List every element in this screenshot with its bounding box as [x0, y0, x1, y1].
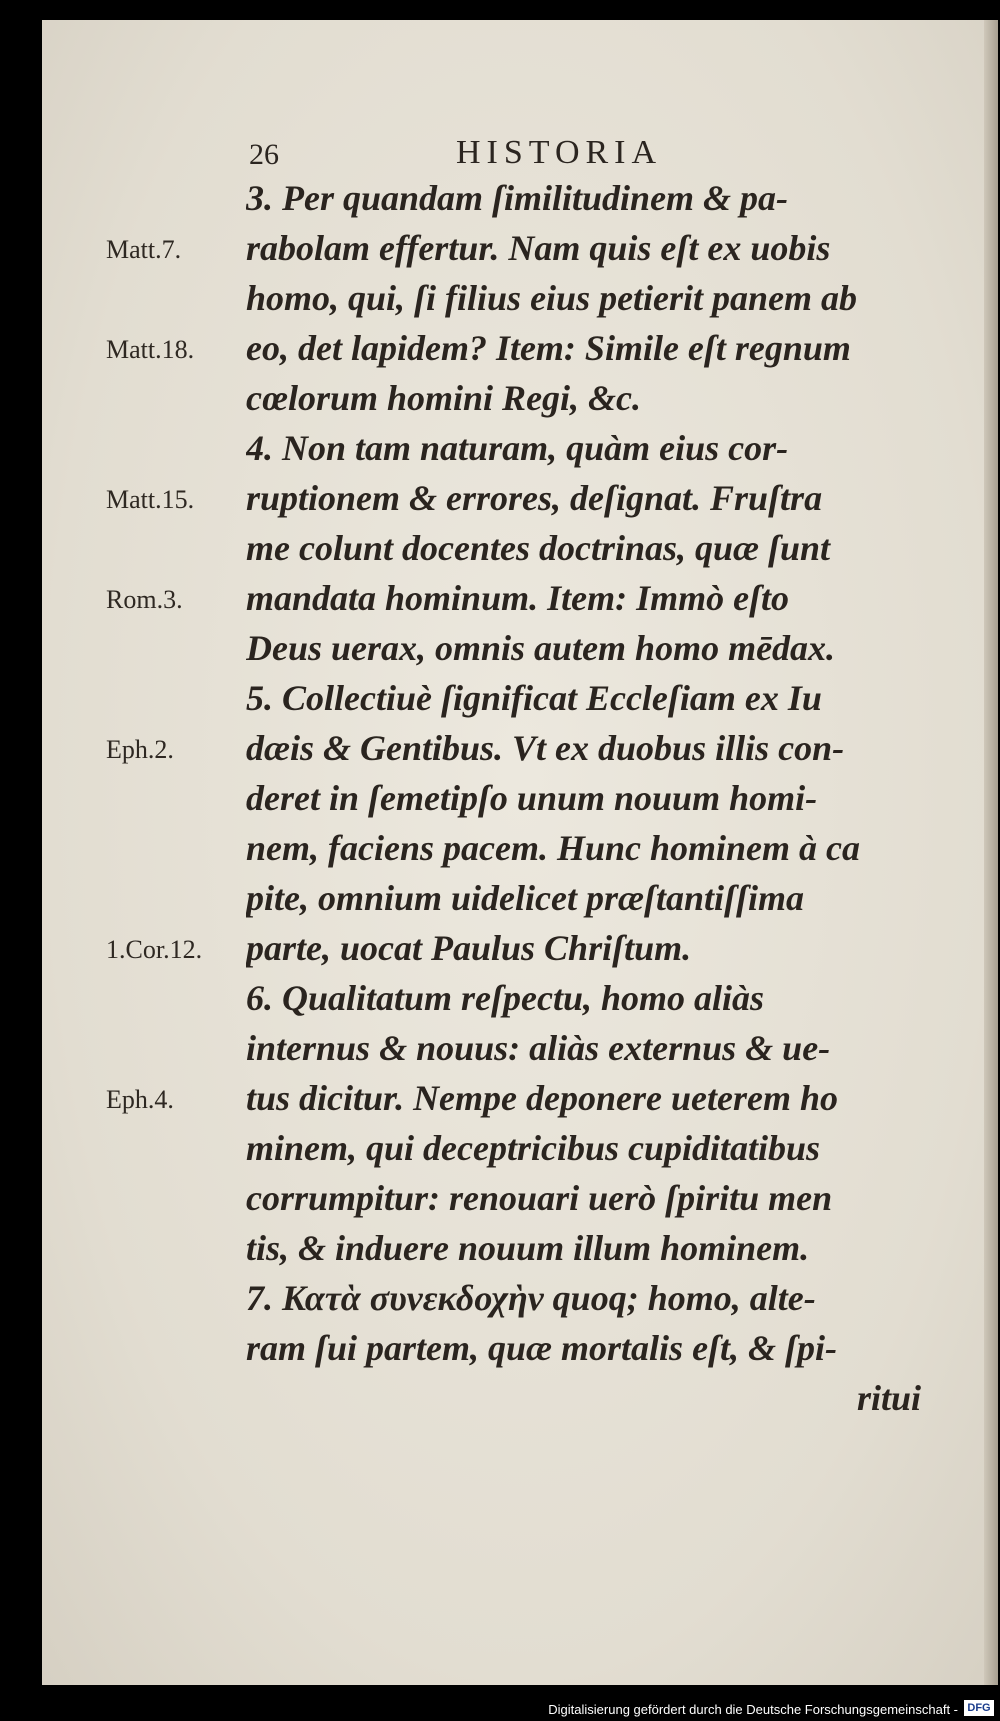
- marginal-note: Eph.4.: [106, 1085, 174, 1114]
- text-line: tus dicitur. Nempe deponere ueterem ho: [246, 1078, 838, 1118]
- running-head: [42, 134, 998, 178]
- text-line: cœlorum homini Regi, &c.: [246, 378, 642, 418]
- marginal-note: Eph.2.: [106, 735, 174, 764]
- text-line: tis, & induere nouum illum hominem.: [246, 1228, 810, 1268]
- text-line: internus & nouus: aliàs externus & ue-: [246, 1028, 831, 1068]
- marginal-note: Rom.3.: [106, 585, 183, 614]
- page-number: 26: [249, 138, 279, 171]
- text-line: parte, uocat Paulus Chriſtum.: [246, 928, 692, 968]
- marginal-note: Matt.7.: [106, 235, 182, 264]
- text-line: nem, faciens pacem. Hunc hominem à ca: [246, 828, 860, 868]
- text-line: mandata hominum. Item: Immò eſto: [246, 578, 790, 618]
- text-line: 4. Non tam naturam, quàm eius cor-: [246, 428, 789, 468]
- text-line: corrumpitur: renouari uerò ſpiritu men: [246, 1178, 833, 1218]
- text-line: eo, det lapidem? Item: Simile eſt regnum: [246, 328, 851, 368]
- marginal-note: Matt.15.: [106, 485, 195, 514]
- text-line: 6. Qualitatum reſpectu, homo aliàs: [246, 978, 765, 1018]
- text-line: homo, qui, ſi filius eius petierit panem ab: [246, 278, 858, 318]
- footer-bar: [0, 1690, 1000, 1721]
- text-line: 7. Κατὰ συνεκδοχὴν quoq; homo, alte-: [246, 1278, 816, 1318]
- page-edge: [984, 20, 998, 1685]
- marginal-note: 1.Cor.12.: [106, 935, 203, 964]
- header-title: HISTORIA: [456, 134, 663, 171]
- text-line: pite, omnium uidelicet præſtantiſſima: [246, 878, 804, 918]
- text-line: rabolam effertur. Nam quis eſt ex uobis: [246, 228, 831, 268]
- text-line: ram ſui partem, quæ mortalis eſt, & ſpi-: [246, 1328, 838, 1368]
- marginal-note: Matt.18.: [106, 335, 195, 364]
- digitization-credit: Digitalisierung gefördert durch die Deutsche Forschungsgemeinschaft -: [548, 1702, 958, 1717]
- catchword: ritui: [857, 1378, 922, 1418]
- text-line: 5. Collectiuè ſignificat Eccleſiam ex Iu: [246, 678, 822, 718]
- text-line: minem, qui deceptricibus cupiditatibus: [246, 1128, 821, 1168]
- text-line: Deus uerax, omnis autem homo mēdax.: [246, 628, 836, 668]
- text-line: deret in ſemetipſo unum nouum homi-: [246, 778, 818, 818]
- book-page: [42, 20, 998, 1685]
- text-line: 3. Per quandam ſimilitudinem & pa-: [246, 178, 789, 218]
- text-line: dæis & Gentibus. Vt ex duobus illis con-: [246, 728, 845, 768]
- text-line: me colunt docentes doctrinas, quæ ſunt: [246, 528, 831, 568]
- text-line: ruptionem & errores, deſignat. Fruſtra: [246, 478, 823, 518]
- dfg-logo: DFG: [964, 1700, 994, 1716]
